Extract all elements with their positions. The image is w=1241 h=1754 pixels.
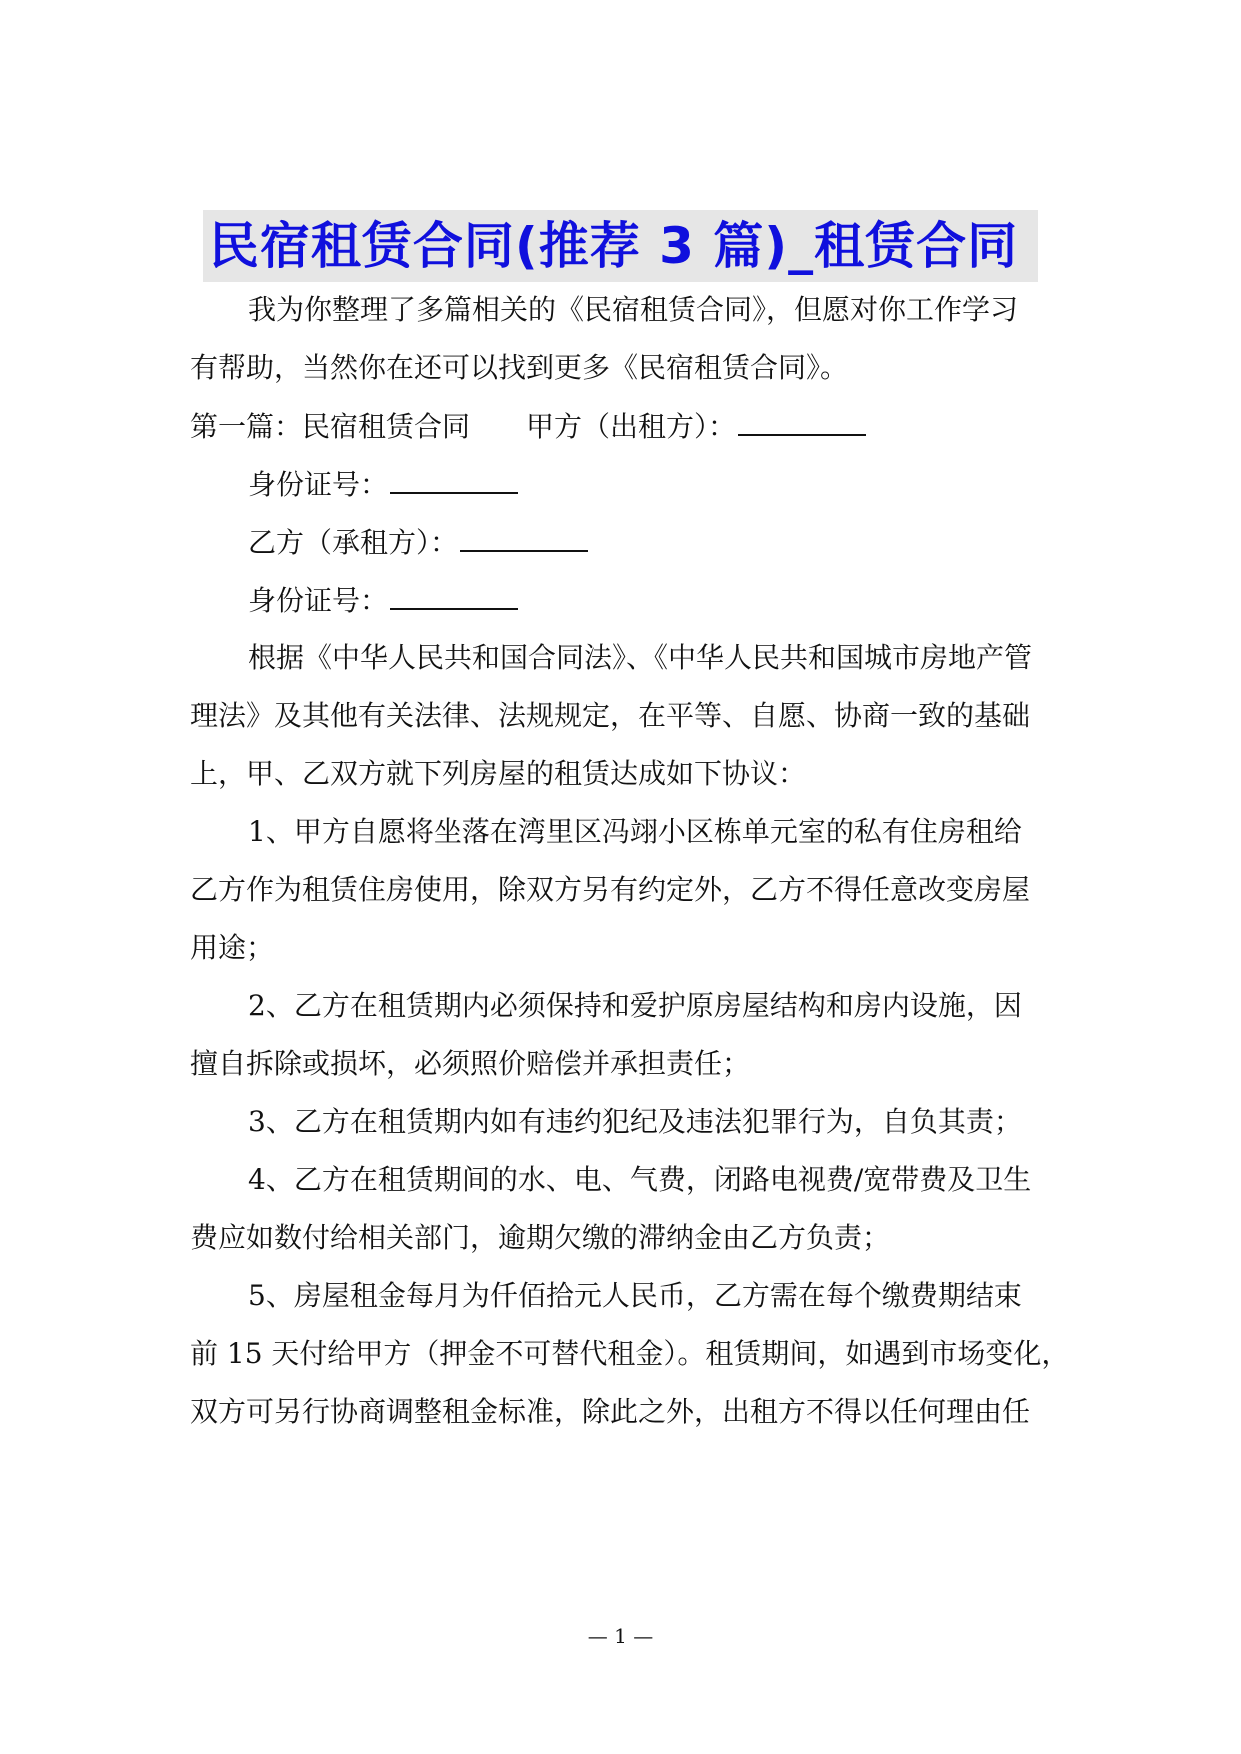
- id-blank-2: [390, 580, 518, 610]
- title-container: [0, 210, 1241, 282]
- clause-2-line-2: 擅自拆除或损坏，必须照价赔偿并承担责任；: [190, 1047, 751, 1080]
- party-b-line: [0, 522, 1241, 563]
- section-heading-line: [0, 406, 1241, 447]
- id-line-1: [0, 464, 1241, 505]
- intro-line-1: 我为你整理了多篇相关的《民宿租赁合同》，但愿对你工作学习: [248, 293, 1019, 326]
- party-b-blank: [460, 522, 588, 552]
- party-b-label: 乙方（承租方）：: [248, 526, 459, 559]
- id-line-2: [0, 580, 1241, 621]
- id-label-1: 身份证号：: [248, 468, 389, 501]
- clause-5-line-1: 5、房屋租金每月为仟佰拾元人民币，乙方需在每个缴费期结束: [248, 1279, 1022, 1312]
- clause-3-line-1: 3、乙方在租赁期内如有违约犯纪及违法犯罪行为，自负其责；: [248, 1105, 1022, 1138]
- party-a-blank: [738, 406, 866, 436]
- id-blank-1: [390, 464, 518, 494]
- intro-line-2: 有帮助，当然你在还可以找到更多《民宿租赁合同》。: [190, 351, 849, 384]
- section-heading: 第一篇：民宿租赁合同: [190, 410, 471, 443]
- clause-5-line-2: 前 15 天付给甲方（押金不可替代租金）。租赁期间，如遇到市场变化，: [190, 1337, 1070, 1370]
- clause-2-line-1: 2、乙方在租赁期内必须保持和爱护原房屋结构和房内设施，因: [248, 989, 1022, 1022]
- basis-line-1: 根据《中华人民共和国合同法》、《中华人民共和国城市房地产管: [248, 641, 1033, 674]
- clause-1-line-1: 1、甲方自愿将坐落在湾里区冯翊小区栋单元室的私有住房租给: [248, 815, 1022, 848]
- document-title: 民宿租赁合同(推荐 3 篇)_租赁合同: [203, 210, 1038, 282]
- basis-line-3: 上，甲、乙双方就下列房屋的租赁达成如下协议：: [190, 757, 807, 790]
- clause-4-line-2: 费应如数付给相关部门，逾期欠缴的滞纳金由乙方负责；: [190, 1221, 891, 1254]
- clause-5-line-3: 双方可另行协商调整租金标准，除此之外，出租方不得以任何理由任: [190, 1395, 1031, 1428]
- party-a-label: 甲方（出租方）：: [526, 410, 737, 443]
- basis-line-2: 理法》及其他有关法律、法规规定，在平等、自愿、协商一致的基础: [190, 699, 1031, 732]
- page-number: — 1 —: [587, 1624, 654, 1648]
- clause-4-line-1: 4、乙方在租赁期间的水、电、气费，闭路电视费/宽带费及卫生: [248, 1163, 1032, 1196]
- clause-1-line-2: 乙方作为租赁住房使用，除双方另有约定外，乙方不得任意改变房屋: [190, 873, 1031, 906]
- id-label-2: 身份证号：: [248, 584, 389, 617]
- clause-1-line-3: 用途；: [190, 931, 275, 964]
